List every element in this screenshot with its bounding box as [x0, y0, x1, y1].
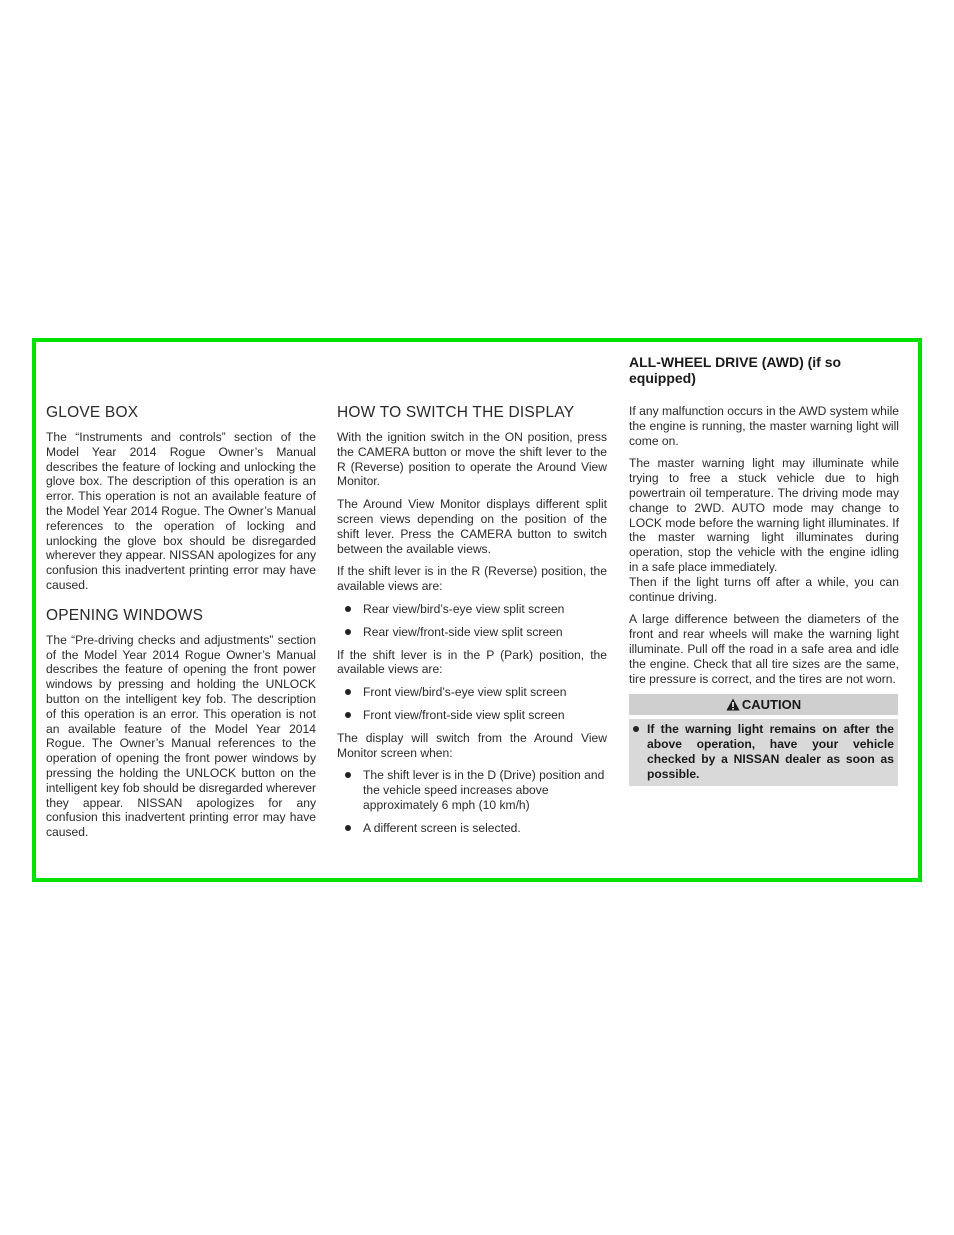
awd-p2b: Then if the light turns off after a while, you can continue driving. — [629, 574, 899, 604]
list-item: Front view/bird’s-eye view split screen — [337, 685, 607, 700]
awd-p3: A large difference between the diameters of the front and rear wheels will make the warning light illuminate. Pull off the road in a safe area and idle the engine. Check that all tire sizes are the same, tire pressure is correct, and the tires are not worn. — [629, 612, 899, 686]
list-item: The shift lever is in the D (Drive) position and the vehicle speed increases above approximately 6 mph (10 km/h) — [337, 768, 607, 812]
content-frame — [32, 338, 922, 882]
switch-conditions-list — [337, 768, 607, 835]
list-item: A different screen is selected. — [337, 821, 607, 836]
reverse-views-list — [337, 602, 607, 640]
caution-box — [629, 694, 898, 785]
glove-box-paragraph: The “Instruments and controls” section of the Model Year 2014 Rogue Owner’s Manual describes the feature of locking and unlocking the glove box. The description of this operation is an error. This operation is not an available feature of the Model Year 2014 Rogue. The Owner’s Manual references to the operation of locking and unlocking the glove box should be disregarded wherever they appear. NISSAN apologizes for any confusion this inadvertent printing error may have caused. — [46, 430, 316, 592]
opening-windows-heading: OPENING WINDOWS — [46, 606, 204, 624]
list-item: Rear view/bird’s-eye view split screen — [337, 602, 607, 617]
warning-triangle-icon — [726, 698, 740, 711]
section-opening-windows — [46, 607, 316, 840]
switch-display-p3: If the shift lever is in the R (Reverse) position, the available views are: — [337, 564, 607, 594]
caution-header — [629, 694, 898, 715]
column-middle — [337, 404, 607, 844]
awd-p1: If any malfunction occurs in the AWD system while the engine is running, the master warning light will come on. — [629, 404, 899, 448]
section-glove-box — [46, 404, 316, 593]
caution-body — [629, 719, 898, 785]
opening-windows-paragraph: The “Pre-driving checks and adjustments” section of the Model Year 2014 Rogue Owner’s Manual describes the feature of opening the front power windows by pressing and holding the UNLOCK button on the intelligent key fob. The description of this operation is an error. This operation is not an available feature of the Model Year 2014 Rogue. The Owner’s Manual references to the operation of opening the front power windows by pressing the holding the UNLOCK button on the intelligent key fob should be disregarded wherever they appear. NISSAN apologizes for any confusion this inadvertent printing error may have caused. — [46, 632, 316, 840]
switch-display-p4: If the shift lever is in the P (Park) position, the available views are: — [337, 647, 607, 677]
caution-item: If the warning light remains on after the above operation, have your vehicle checked by a NISSAN dealer as soon as possible. — [633, 722, 894, 781]
switch-display-p1: With the ignition switch in the ON position, press the CAMERA button or move the shift lever to the R (Reverse) position to operate the Around View Monitor. — [337, 430, 607, 489]
switch-display-heading: HOW TO SWITCH THE DISPLAY — [337, 404, 575, 421]
list-item: Front view/front-side view split screen — [337, 708, 607, 723]
switch-display-p5: The display will switch from the Around View Monitor screen when: — [337, 730, 607, 760]
park-views-list — [337, 685, 607, 723]
switch-display-p2: The Around View Monitor displays different split screen views depending on the position of the shift lever. Press the CAMERA button to switch between the available views. — [337, 497, 607, 556]
awd-heading: ALL-WHEEL DRIVE (AWD) (if so equipped) — [629, 354, 842, 386]
column-left — [46, 404, 316, 848]
column-right — [629, 354, 899, 786]
list-item: Rear view/front-side view split screen — [337, 625, 607, 640]
glove-box-heading: GLOVE BOX — [46, 404, 139, 421]
awd-p2: The master warning light may illuminate while trying to free a stuck vehicle due to high powertrain oil temperature. The driving mode may change to 2WD. AUTO mode may change to LOCK mode before the warning light illuminates. If the master warning light illuminates during operation, stop the vehicle with the engine idling in a safe place immediately. — [629, 456, 899, 574]
caution-label: CAUTION — [741, 697, 802, 713]
